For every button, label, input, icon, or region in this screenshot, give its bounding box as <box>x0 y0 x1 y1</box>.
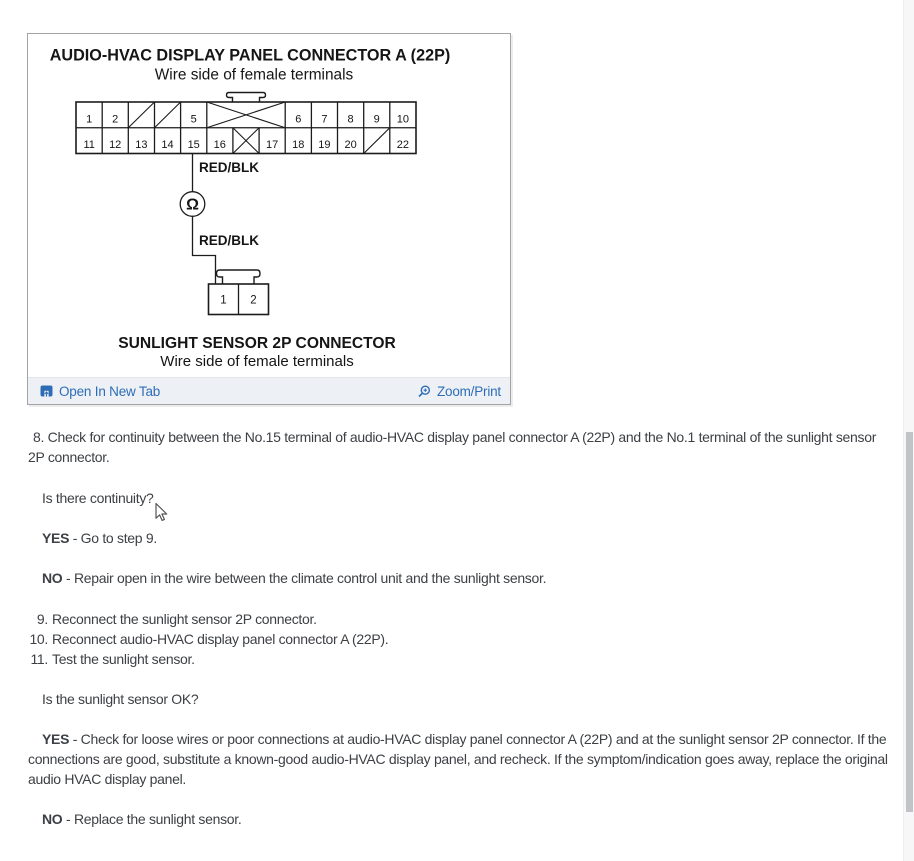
step-number: 10. <box>29 631 48 647</box>
yes-text: - Go to step 9. <box>69 530 157 546</box>
svg-text:19: 19 <box>318 139 331 151</box>
yes-result-2 <box>28 729 892 789</box>
yes-label: YES <box>42 731 70 747</box>
mouse-cursor-icon <box>155 503 169 523</box>
svg-text:10: 10 <box>396 113 410 126</box>
svg-text:14: 14 <box>161 139 174 151</box>
svg-text:1: 1 <box>86 113 93 126</box>
steps-9-to-11-list <box>28 609 388 669</box>
svg-text:15: 15 <box>187 139 200 151</box>
svg-text:22: 22 <box>396 139 410 151</box>
vertical-scrollbar-thumb[interactable] <box>906 432 913 812</box>
no-result-2 <box>42 809 241 829</box>
svg-text:16: 16 <box>213 139 226 151</box>
no-label: NO <box>42 570 63 586</box>
step-text: Test the sunlight sensor. <box>52 651 195 667</box>
connector-wiring-diagram <box>28 34 510 377</box>
wire-color-label-upper: RED/BLK <box>199 160 259 175</box>
open-in-new-tab-link[interactable] <box>40 384 160 399</box>
step-text: Reconnect audio-HVAC display panel connector A (22P). <box>52 631 389 647</box>
connector-a-title: AUDIO-HVAC DISPLAY PANEL CONNECTOR A (22P) <box>49 46 451 65</box>
vertical-scrollbar[interactable] <box>903 0 914 861</box>
step-number: 9. <box>36 611 48 627</box>
open-in-new-tab-label: Open In New Tab <box>59 383 161 399</box>
connector-a-subtitle: Wire side of female terminals <box>154 66 354 84</box>
continuity-question: Is there continuity? <box>42 490 154 506</box>
zoom-magnifier-icon <box>417 385 431 398</box>
svg-text:7: 7 <box>321 113 328 126</box>
svg-text:11: 11 <box>83 139 95 151</box>
svg-text:6: 6 <box>295 113 302 126</box>
yes-text: - Check for loose wires or poor connections at audio-HVAC display panel connector A (22P) and at the sunlight sensor 2P connector. If the connections are good, substitute a known-good audio-HVAC display panel, and recheck. If the symptom/indication goes away, replace the original audio HVAC display panel. <box>28 731 888 787</box>
connector-2p-key-tab <box>217 270 261 284</box>
svg-text:13: 13 <box>135 139 148 151</box>
step-11-row <box>28 649 388 669</box>
step-text: Reconnect the sunlight sensor 2P connector. <box>52 611 317 627</box>
yes-result-1 <box>42 528 157 548</box>
wire-lower-segment <box>193 216 216 284</box>
connector-a-key-tab <box>227 93 266 103</box>
no-result-1 <box>42 568 546 588</box>
step-9-row <box>28 609 388 629</box>
diagram-toolbar <box>28 377 510 404</box>
step-number: 11. <box>30 651 48 667</box>
open-in-new-tab-icon <box>40 385 53 397</box>
wire-color-label-lower: RED/BLK <box>199 233 259 248</box>
svg-text:2: 2 <box>112 113 119 126</box>
step-8-paragraph: 8. Check for continuity between the No.15 terminal of audio-HVAC display panel connector A (22P) and the No.1 terminal of the sunlight sensor 2P connector. <box>28 429 877 465</box>
svg-text:9: 9 <box>373 113 380 126</box>
svg-text:12: 12 <box>109 139 122 151</box>
svg-text:1: 1 <box>220 294 227 307</box>
no-text: - Repair open in the wire between the climate control unit and the sunlight sensor. <box>62 570 547 586</box>
svg-text:5: 5 <box>190 113 197 126</box>
svg-text:17: 17 <box>265 139 279 151</box>
svg-text:18: 18 <box>292 139 305 151</box>
connector-2p-subtitle: Wire side of female terminals <box>160 353 354 370</box>
yes-label: YES <box>42 530 70 546</box>
connector-a-pin-grid <box>76 102 416 154</box>
step-10-row <box>28 629 388 649</box>
svg-text:2: 2 <box>250 294 257 307</box>
wiring-diagram-card <box>27 33 511 405</box>
svg-text:8: 8 <box>347 113 354 126</box>
no-text: - Replace the sunlight sensor. <box>62 811 242 827</box>
connector-2p-pin-grid <box>209 284 269 315</box>
svg-text:20: 20 <box>344 139 357 151</box>
ohm-symbol: Ω <box>186 196 199 214</box>
connector-2p-title: SUNLIGHT SENSOR 2P CONNECTOR <box>118 335 396 352</box>
sensor-ok-question: Is the sunlight sensor OK? <box>42 691 199 707</box>
zoom-print-label: Zoom/Print <box>436 383 501 399</box>
no-label: NO <box>42 811 63 827</box>
zoom-print-link[interactable] <box>417 384 501 399</box>
